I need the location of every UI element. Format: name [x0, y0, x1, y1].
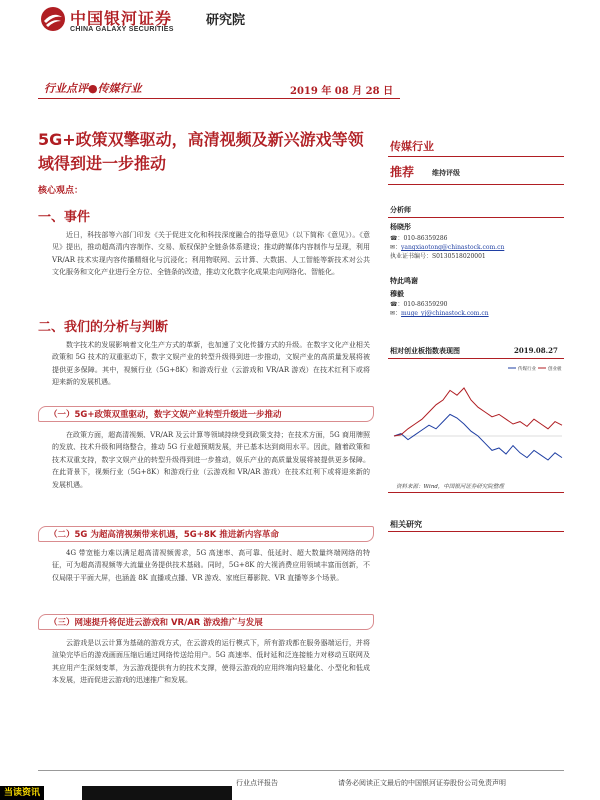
chart-title: 相对创业板指数表现图: [390, 346, 460, 355]
footer-tag-bar: [82, 786, 232, 800]
core-view-label: 核心观点：: [38, 186, 84, 196]
phone-icon: ☎：: [390, 301, 404, 308]
subsection-2-paragraph: 4G 带宽能力难以满足超高清视频需求，5G 高速率、高可靠、低延时、超大数量终端网络的特征，可为超高清视频等大流量业务提供技术基础。同时，5G+8K 的大视消费应用领域丰富而创新，不仅局限于平面大屏，也涵盖 8K 直播或点播、VR 游戏、家庭巨幕影院、VR 直播等多个场景。: [52, 549, 370, 582]
subsection-3-heading: （三）网速提升将促进云游戏和 VR/AR 游戏推广与发展: [38, 614, 374, 630]
subsection-1-heading: （一）5G+政策双重驱动，数字文娱产业转型升级进一步推动: [38, 406, 374, 422]
right-divider: [388, 217, 564, 218]
analyst-cert: 执业证书编号：S0130518020001: [390, 253, 486, 260]
institute-name: 研究院: [206, 13, 246, 28]
chart-legend-label-1: 传媒行业: [518, 367, 536, 372]
analyst-name: 杨晓彤: [390, 222, 411, 231]
email-icon: ✉：: [390, 310, 402, 317]
subsection-2-heading: （二）5G 为超高清视频带来机遇，5G+8K 推进新内容革命: [38, 526, 374, 542]
section-event-heading: 一、事件: [38, 210, 91, 225]
chart-series-line-2: [394, 388, 562, 436]
section-analysis-paragraph: 数字技术的发展影响着文化生产方式的革新，也加速了文化传播方式的升级。在数字文化产业相关政策和 5G 技术的双重驱动下，数字文娱产业的转型升级得到进一步推动，文娱产业的高质量发展将被提供更多保障。其中，视频行业（5G+8K）和游戏行业（云游戏和 VR/AR 游戏）在技术红利下或将迎来新的发展机遇。: [52, 341, 370, 387]
contact-name: 穆毅: [390, 289, 404, 298]
footer-left: 行业点评报告: [236, 779, 278, 787]
subsection-3-paragraph: 云游戏是以云计算为基础的游戏方式，在云游戏的运行模式下，所有游戏都在服务器端运行，并将渲染完毕后的游戏画面压缩后通过网络传送给用户。5G 高速率、低时延和泛连接能力对移动互联网及其应用产生深刻变革，为云游戏提供有力的技术支撑，使得云游戏的应用终端向轻量化、小型化和低成本发展，进而促进云游戏的迅速推广和发展。: [52, 639, 370, 685]
right-divider: [388, 492, 564, 493]
right-divider: [388, 184, 564, 185]
contact-phone: 010-86359290: [403, 301, 448, 308]
footer-tag: 当读资讯: [0, 786, 44, 800]
galaxy-logo-icon: [40, 6, 66, 32]
performance-chart: [390, 362, 566, 478]
contact-email-link[interactable]: muge_yj@chinastock.com.cn: [401, 310, 489, 317]
analyst-email-link[interactable]: yangxiaotong@chinastock.com.cn: [401, 244, 505, 251]
subsection-1-paragraph: 在政策方面，超高清视频、VR/AR 及云计算等领域持续受到政策支持；在技术方面，5G 商用牌照的发放、技术升级和网络整合，推动 5G 行业超预期发展，并已基本达到商用水平。因此，随着政策和技术双重支持，数字文娱产业的转型升级得到进一步推动，娱乐产业的高质量发展将被提供更多保障。在此背景下，视频行业（5G+8K）和游戏行业（云游戏和 VR/AR 游戏）在技术红利下或将迎来新的发展机遇。: [52, 431, 370, 489]
right-divider: [388, 156, 564, 157]
report-date: 2019 年 08 月 28 日: [290, 86, 394, 97]
chart-source: 资料来源：Wind，中国银河证券研究院整理: [396, 484, 504, 490]
report-title: 5G+政策双擎驱动，高清视频及新兴游戏等领域得到进一步推动: [38, 130, 364, 173]
sector-name: 传媒行业: [390, 140, 434, 153]
report-type: 行业点评●传媒行业: [44, 82, 142, 95]
chart-legend-label-2: 创业板: [548, 367, 562, 372]
chart-top-divider: [388, 358, 564, 359]
rating: 推荐: [390, 165, 415, 179]
analyst-phone-row: [390, 234, 448, 243]
contact-email-row: [390, 309, 489, 318]
logo-en: CHINA GALAXY SECURITIES: [70, 26, 174, 33]
footer-divider: [38, 770, 564, 771]
analyst-email-row: [390, 243, 504, 252]
footer-disclaimer: 请务必阅读正文最后的中国银河证券股份公司免责声明: [338, 779, 506, 787]
analyst-phone: 010-86359286: [403, 235, 448, 242]
analyst-label: 分析师: [390, 205, 411, 214]
section-analysis-heading: 二、我们的分析与判断: [38, 320, 169, 335]
section-event-paragraph: 近日，科技部等六部门印发《关于促进文化和科技深度融合的指导意见》（以下简称《意见》）。《意见》提出，推动超高清内容制作、交易、版权保护全链条体系建设；推动跨媒体内容制作与呈现，利用 VR/AR 技术实现内容传播精细化与沉浸化；利用物联网、云计算、大数据、人工智能等新技术对公共文化服务和文化产业进行全方位、全链条的改造，推动文化数字化成果走向网络化、智能化。: [52, 231, 370, 277]
phone-icon: ☎：: [390, 235, 404, 242]
contact-label: 特此鸣谢: [390, 276, 418, 285]
email-icon: ✉：: [390, 244, 402, 251]
right-divider: [388, 531, 564, 532]
contact-phone-row: [390, 300, 448, 309]
chart-date: 2019.08.27: [514, 346, 558, 355]
related-research-label: 相关研究: [390, 519, 422, 529]
logo-cn: 中国银河证券: [70, 9, 173, 28]
rating-note: 维持评级: [432, 168, 460, 177]
